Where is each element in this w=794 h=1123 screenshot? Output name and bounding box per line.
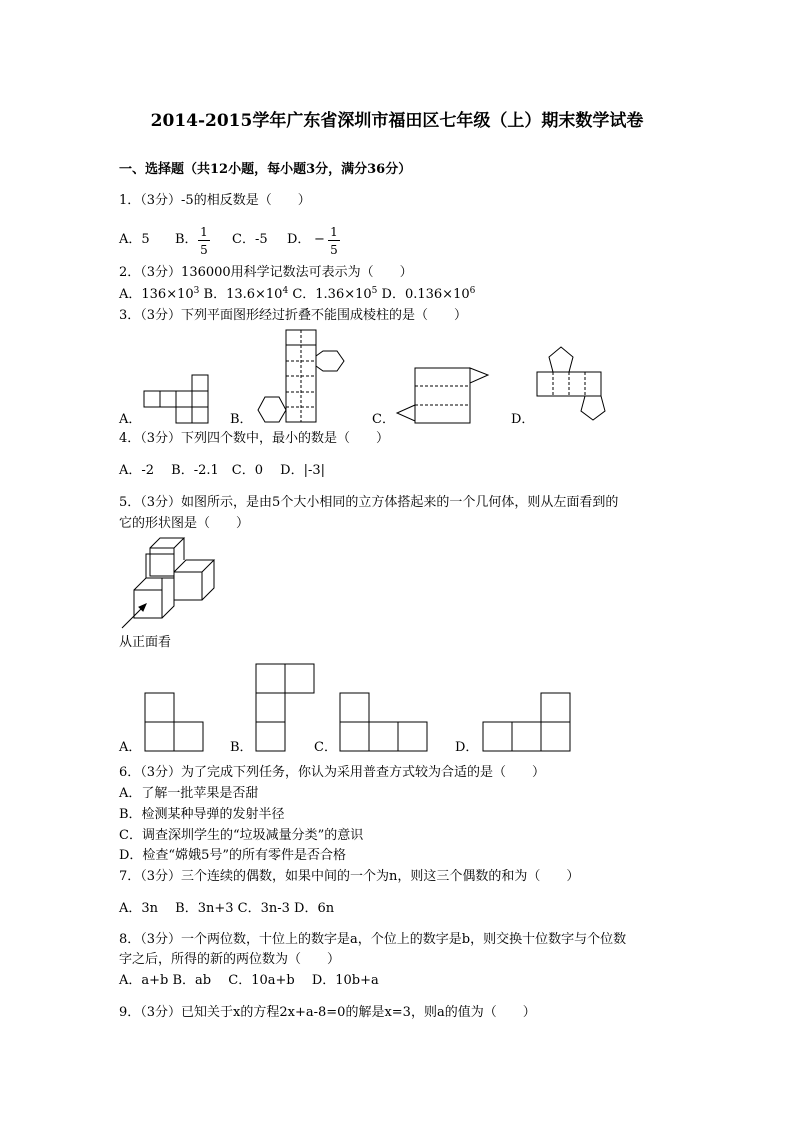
q1-b-numerator: 1 [200,225,208,239]
q3-option-c: C． [372,412,395,427]
q6-stem: 6．（3分）为了完成下列任务，你认为采用普查方式较为合适的是（ ） [119,765,546,780]
q9-stem: 9．（3分）已知关于x的方程2x+a-8=0的解是x=3，则a的值为（ ） [119,1005,536,1020]
q3-option-d: D． [511,412,535,427]
q1-d-minus-sign: − [314,232,325,247]
q2-b-exp: 4 [282,286,289,296]
q7-stem: 7．（3分）三个连续的偶数，如果中间的一个为n，则这三个偶数的和为（ ） [119,869,580,884]
q1-b-denominator: 5 [200,243,208,257]
q5-option-d: D． [455,740,479,755]
q5-option-c: C． [314,740,337,755]
q2-a-base: A．136×10 [119,287,194,302]
q2-a-exp: 3 [193,286,200,296]
q3-option-a: A． [119,412,142,427]
q5-option-a: A． [119,740,142,755]
q4-stem: 4．（3分）下列四个数中，最小的数是（ ） [119,431,390,446]
q8-stem-line1: 8．（3分）一个两位数，十位上的数字是a，个位上的数字是b，则交换十位数字与个位数 [119,932,627,947]
q1-stem: 1．（3分）-5的相反数是（ ） [119,193,311,208]
q1-d-numerator: 1 [330,225,338,239]
q6-option-a: A．了解一批苹果是否甜 [119,786,259,801]
q3-option-b: B． [230,412,253,427]
section-heading: 一、选择题（共12小题，每小题3分，满分36分） [119,162,412,177]
q2-c-exp: 5 [371,286,378,296]
q2-d-base: D．0.136×10 [381,287,470,302]
q7-options: A．3n B．3n+3 C．3n-3 D．6n [119,901,335,916]
q1-option-a: A．5 [119,232,150,247]
q2-b-base: B．13.6×10 [203,287,283,302]
q2-d-exp: 6 [469,286,476,296]
q2-c-base: C．1.36×10 [292,287,372,302]
page-title: 2014-2015学年广东省深圳市福田区七年级（上）期末数学试卷 [150,111,644,131]
q1-option-b-label: B． [175,232,198,247]
q3-stem: 3．（3分）下列平面图形经过折叠不能围成棱柱的是（ ） [119,308,468,323]
q5-view-label: 从正面看 [119,635,172,650]
q8-stem-line2: 字之后，所得的新的两位数为（ ） [119,952,341,967]
q8-options: A．a+b B．ab C．10a+b D．10b+a [119,973,379,988]
q5-stem-line1: 5．（3分）如图所示，是由5个大小相同的立方体搭起来的一个几何体，则从左面看到的 [119,495,619,510]
q6-option-d: D．检查“嫦娥5号”的所有零件是否合格 [119,848,346,863]
q6-option-b: B．检测某种导弹的发射半径 [119,807,285,822]
q6-option-c: C．调查深圳学生的“垃圾减量分类”的意识 [119,828,364,843]
q2-stem: 2．（3分）136000用科学记数法可表示为（ ） [119,265,413,280]
q1-option-c: C．-5 [232,232,268,247]
q1-option-d-label: D． [287,232,311,247]
q1-d-denominator: 5 [330,243,338,257]
q5-option-b: B． [230,740,253,755]
q5-stem-line2: 它的形状图是（ ） [119,516,250,531]
q4-options: A．-2 B．-2.1 C．0 D．|-3| [119,463,326,478]
